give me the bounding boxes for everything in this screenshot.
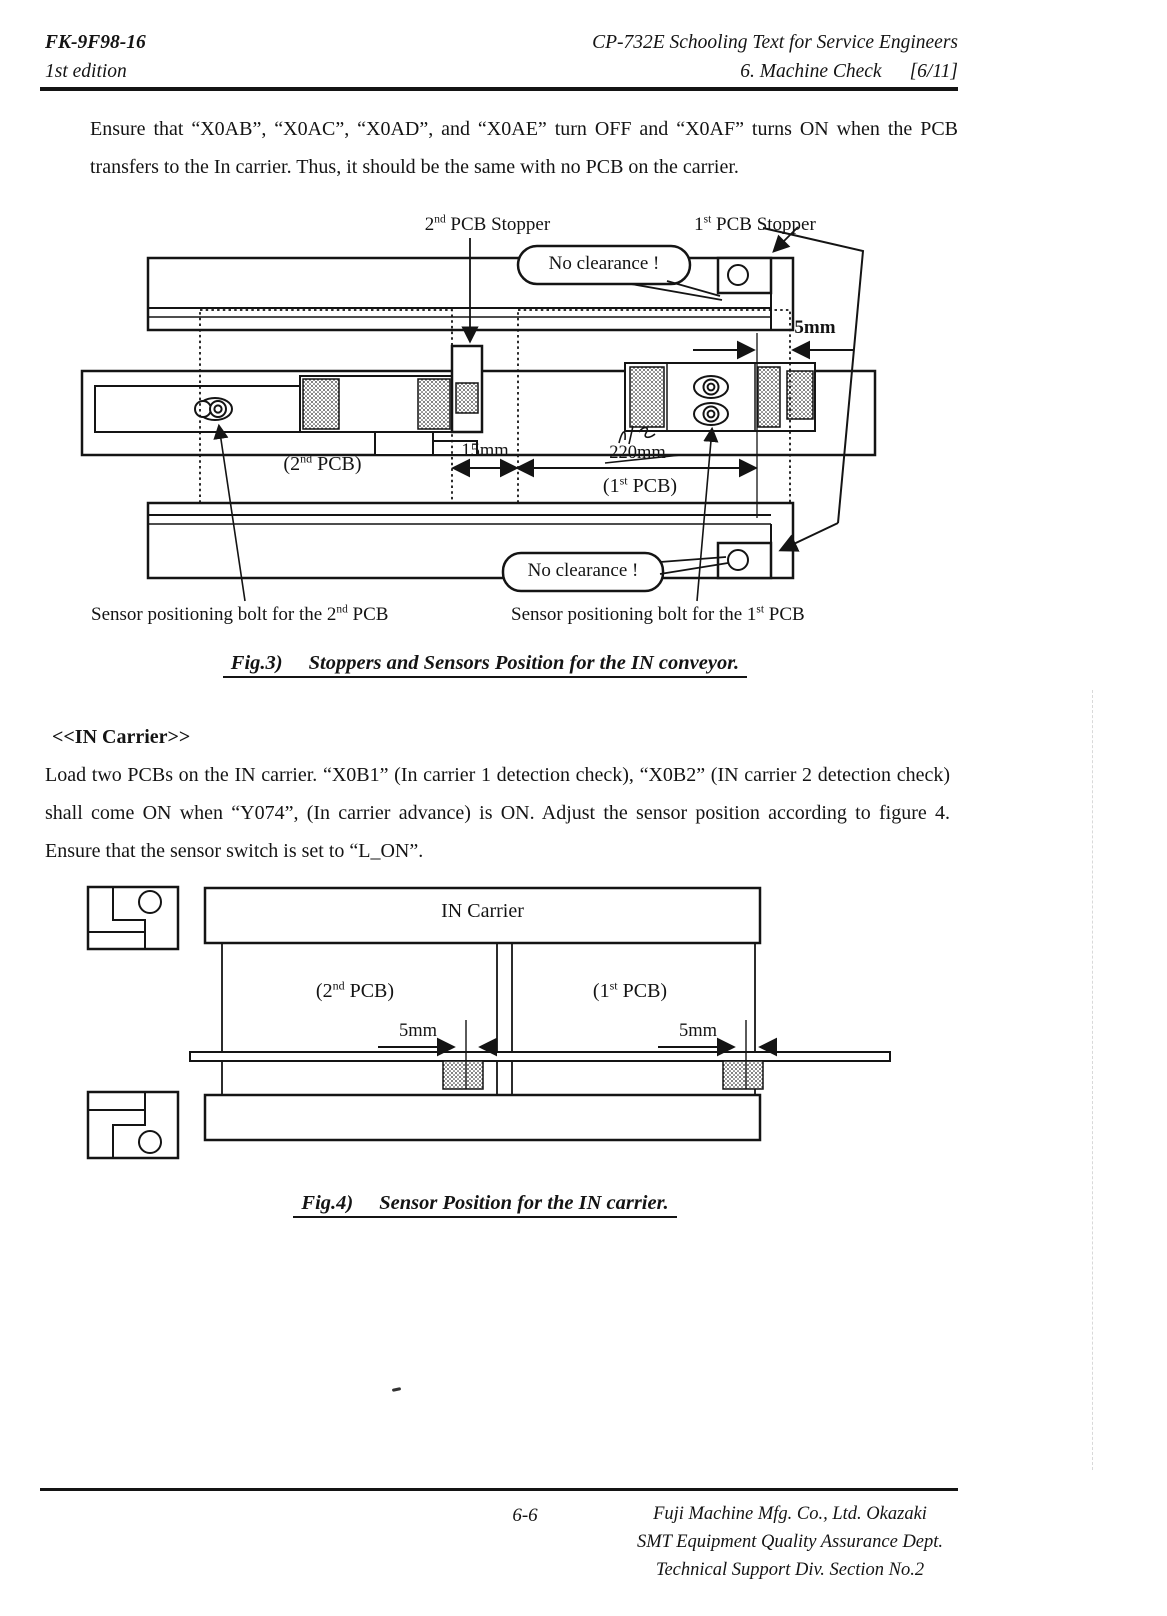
- scan-artifact: [1092, 690, 1093, 1470]
- bolt-icon-1st-b: [694, 403, 728, 425]
- fig4-line-art: [75, 880, 895, 1170]
- footer-division: Technical Support Div. Section No.2: [655, 1560, 925, 1580]
- in-carrier-paragraph: Load two PCBs on the IN carrier. “X0B1” (In carrier 1 detection check), “X0B2” (IN carrier 2 detection check) shall come ON when “Y074”, (In carrier advance) is ON. Adjust the sensor position according to figure 4. Ensure that the sensor switch is set to “L_ON”.: [45, 764, 950, 862]
- fig3-caption: [75, 652, 895, 675]
- header-right: [400, 28, 958, 86]
- fig3-label-1st-pcb-stopper: 1st PCB Stopper: [694, 213, 816, 235]
- edition: 1st edition: [45, 61, 127, 82]
- fig3-line-art: [75, 213, 895, 645]
- fig3-dim-220mm: 220mm: [609, 443, 666, 463]
- fig4-caption-number: Fig.4): [301, 1192, 354, 1214]
- fig3-bubble-top-text: No clearance !: [548, 253, 660, 274]
- fig3-label-1st-pcb: (1st PCB): [602, 473, 678, 497]
- chapter: 6. Machine Check: [740, 61, 882, 82]
- fig4-dim-5mm-right: 5mm: [678, 1021, 718, 1041]
- intro-paragraph: Ensure that “X0AB”, “X0AC”, “X0AD”, and “X0AE” turn OFF and “X0AF” turns ON when the PCB transfers to the In carrier. Thus, it should be the same with no PCB on the carrier.: [90, 118, 958, 178]
- fig4-caption-text: Sensor Position for the IN carrier.: [379, 1192, 669, 1214]
- fig4-caption: [75, 1192, 895, 1215]
- bolt-icon-1st-a: [694, 376, 728, 398]
- footer-divider: [40, 1488, 958, 1491]
- fig4-diagram: [75, 880, 895, 1170]
- fig3-label-2nd-pcb-stopper: 2nd PCB Stopper: [424, 213, 551, 235]
- header-chapter-line: [400, 57, 958, 86]
- header-title: CP-732E Schooling Text for Service Engineers: [592, 32, 958, 53]
- fig3-label-sensor-bolt-2nd: Sensor positioning bolt for the 2nd PCB: [91, 603, 389, 625]
- fig3-dim-15mm: 15mm: [461, 441, 509, 461]
- fig4-label-2nd-pcb: (2nd PCB): [315, 978, 395, 1002]
- fig3-dim-5mm: 5mm: [794, 317, 836, 338]
- page-marker: [6/11]: [909, 61, 958, 82]
- footer-page-number: 6-6: [512, 1505, 538, 1526]
- footer-company: Fuji Machine Mfg. Co., Ltd. Okazaki: [653, 1504, 927, 1524]
- header-left: [45, 28, 146, 86]
- fig4-label-1st-pcb: (1st PCB): [592, 978, 668, 1002]
- fig4-label-in-carrier: IN Carrier: [441, 900, 524, 922]
- fig3-caption-number: Fig.3): [230, 652, 283, 674]
- footer-department: SMT Equipment Quality Assurance Dept.: [636, 1532, 944, 1552]
- doc-number: FK-9F98-16: [45, 32, 146, 53]
- in-carrier-heading: <<IN Carrier>>: [52, 726, 191, 748]
- fig3-label-2nd-pcb: (2nd PCB): [283, 451, 362, 475]
- fig4-dim-5mm-left: 5mm: [398, 1021, 438, 1041]
- fig3-diagram: [75, 213, 895, 645]
- footer-credits: [600, 1500, 980, 1584]
- fig3-caption-text: Stoppers and Sensors Position for the IN conveyor.: [308, 652, 740, 674]
- fig3-bubble-bottom-text: No clearance !: [527, 560, 639, 581]
- stray-pen-mark: [392, 1387, 401, 1392]
- fig3-label-sensor-bolt-1st: Sensor positioning bolt for the 1st PCB: [511, 603, 805, 625]
- header-divider: [40, 87, 958, 91]
